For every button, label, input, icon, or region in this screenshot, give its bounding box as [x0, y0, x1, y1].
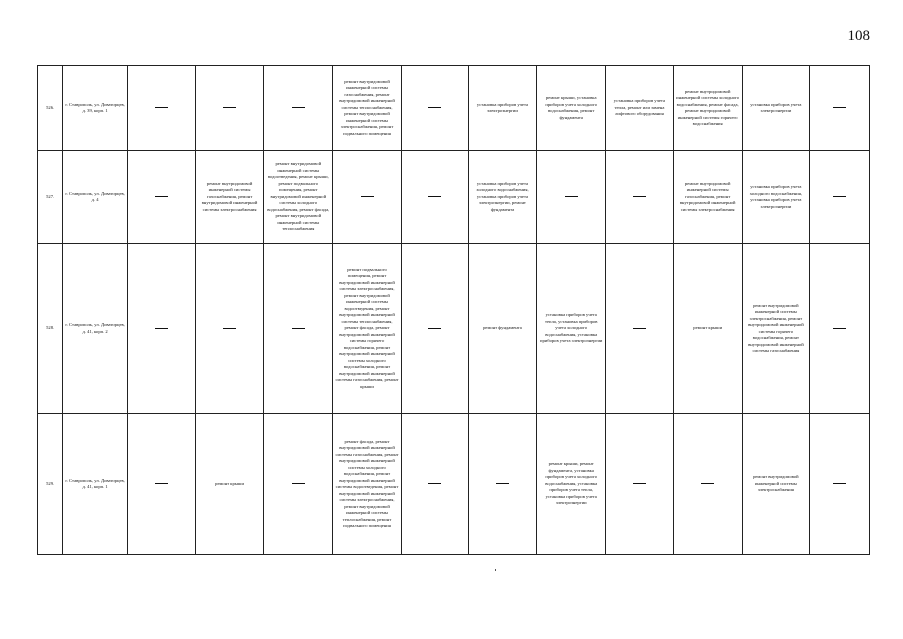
empty-dash-cell [606, 414, 674, 555]
empty-dash-cell [673, 414, 742, 555]
dash-mark [428, 196, 441, 197]
empty-dash-cell [264, 66, 333, 151]
works-cell: установка приборов учета электроэнергии [468, 66, 537, 151]
dash-mark [701, 483, 714, 484]
empty-dash-cell [401, 244, 468, 414]
empty-dash-cell [401, 66, 468, 151]
address-cell: г. Ставрополь, ул. Доваторцев, д. 4 [63, 151, 128, 244]
dash-mark [428, 483, 441, 484]
table-row [38, 151, 870, 244]
dash-mark [833, 196, 846, 197]
works-cell: ремонт внутридомовой инженерной системы водоотведения, ремонт крыши, ремонт подвального помещения, ремонт внутридомовой инженерной системы холодного водоснабжения, ремонт фасада, ремонт внутридомовой инженерной системы теплоснабжения [264, 151, 333, 244]
dash-mark [155, 107, 168, 108]
row-number: 526. [38, 66, 63, 151]
works-cell: установка приборов учета тепла, ремонт или замена лифтового оборудования [606, 66, 674, 151]
empty-dash-cell [810, 151, 870, 244]
dash-mark [223, 107, 236, 108]
empty-dash-cell [810, 66, 870, 151]
address-cell: г. Ставрополь, ул. Доваторцев, д. 41, корп. 1 [63, 414, 128, 555]
works-cell: ремонт внутридомовой инженерной системы холодного водоснабжения, ремонт фасада, ремонт внутридомовой инженерной системы горячего водоснабжения [673, 66, 742, 151]
dash-mark [428, 328, 441, 329]
address-cell: г. Ставрополь, ул. Доваторцев, д. 41, корп. 2 [63, 244, 128, 414]
works-cell: установка приборов учета холодного водоснабжения, установка приборов учета электроэнергии [742, 151, 810, 244]
empty-dash-cell [468, 414, 537, 555]
empty-dash-cell [127, 244, 195, 414]
empty-dash-cell [333, 151, 402, 244]
dash-mark [223, 328, 236, 329]
empty-dash-cell [264, 244, 333, 414]
works-cell: ремонт крыши [673, 244, 742, 414]
table-row [38, 244, 870, 414]
works-cell: ремонт фасада, ремонт внутридомовой инженерной системы газоснабжения, ремонт внутридомовой инженерной системы холодного водоснабжения, ремонт внутридомовой инженерной системы водоотведения, ремонт внутридомовой инженерной системы электроснабжения, ремонт внутридомовой инженерной системы теплоснабжения, ремонт подвального помещения [333, 414, 402, 555]
dash-mark [292, 107, 305, 108]
empty-dash-cell [127, 414, 195, 555]
row-number: 527. [38, 151, 63, 244]
works-cell: ремонт внутридомовой инженерной системы газоснабжения, ремонт внутридомовой инженерной системы электроснабжения [195, 151, 264, 244]
scan-speck [495, 569, 496, 571]
empty-dash-cell [810, 244, 870, 414]
works-cell: ремонт крыши [195, 414, 264, 555]
dash-mark [633, 483, 646, 484]
works-cell: установка приборов учета электроэнергии [742, 66, 810, 151]
empty-dash-cell [401, 414, 468, 555]
dash-mark [155, 196, 168, 197]
dash-mark [428, 107, 441, 108]
dash-mark [633, 196, 646, 197]
dash-mark [833, 483, 846, 484]
row-number: 529. [38, 414, 63, 555]
empty-dash-cell [195, 66, 264, 151]
empty-dash-cell [537, 151, 606, 244]
empty-dash-cell [127, 151, 195, 244]
dash-mark [361, 196, 374, 197]
dash-mark [833, 107, 846, 108]
dash-mark [496, 483, 509, 484]
page-number: 108 [847, 28, 870, 44]
empty-dash-cell [606, 244, 674, 414]
empty-dash-cell [127, 66, 195, 151]
empty-dash-cell [606, 151, 674, 244]
capital-repair-table [37, 65, 870, 555]
dash-mark [292, 328, 305, 329]
dash-mark [633, 328, 646, 329]
empty-dash-cell [401, 151, 468, 244]
works-cell: ремонт подвального помещения, ремонт внутридомовой инженерной системы электроснабжения, ремонт внутридомовой инженерной системы водоотведения, ремонт внутридомовой инженерной системы теплоснабжения, ремонт фасада, ремонт внутридомовой инженерной системы горячего водоснабжения, ремонт внутридомовой инженерной системы холодного водоснабжения, ремонт внутридомовой инженерной системы газоснабжения, ремонт крыши [333, 244, 402, 414]
row-number: 528. [38, 244, 63, 414]
dash-mark [833, 328, 846, 329]
works-cell: ремонт фундамента [468, 244, 537, 414]
empty-dash-cell [195, 244, 264, 414]
works-cell: установка приборов учета холодного водоснабжения, установка приборов учета электроэнергии, ремонт фундамента [468, 151, 537, 244]
works-cell: ремонт внутридомовой инженерной системы электроснабжения, ремонт внутридомовой инженерной системы горячего водоснабжения, ремонт внутридомовой инженерной системы газоснабжения [742, 244, 810, 414]
table-row [38, 414, 870, 555]
dash-mark [565, 196, 578, 197]
table-row [38, 66, 870, 151]
address-cell: г. Ставрополь, ул. Доваторцев, д. 39, корп. 1 [63, 66, 128, 151]
works-cell: ремонт внутридомовой инженерной системы электроснабжения [742, 414, 810, 555]
works-cell: установка приборов учета тепла, установка приборов учета холодного водоснабжения, установка приборов учета электроэнергии [537, 244, 606, 414]
dash-mark [292, 483, 305, 484]
dash-mark [155, 483, 168, 484]
empty-dash-cell [264, 414, 333, 555]
works-cell: ремонт внутридомовой инженерной системы газоснабжения, ремонт внутридомовой инженерной системы теплоснабжения, ремонт внутридомовой инженерной системы электроснабжения, ремонт подвального помещения [333, 66, 402, 151]
dash-mark [155, 328, 168, 329]
empty-dash-cell [810, 414, 870, 555]
works-cell: ремонт крыши, установка приборов учета холодного водоснабжения, ремонт фундамента [537, 66, 606, 151]
works-cell: ремонт внутридомовой инженерной системы газоснабжения, ремонт внутридомовой инженерной системы электроснабжения [673, 151, 742, 244]
works-cell: ремонт крыши, ремонт фундамента, установка приборов учета холодного водоснабжения, установка приборов учета тепла, установка приборов учета электроэнергии [537, 414, 606, 555]
